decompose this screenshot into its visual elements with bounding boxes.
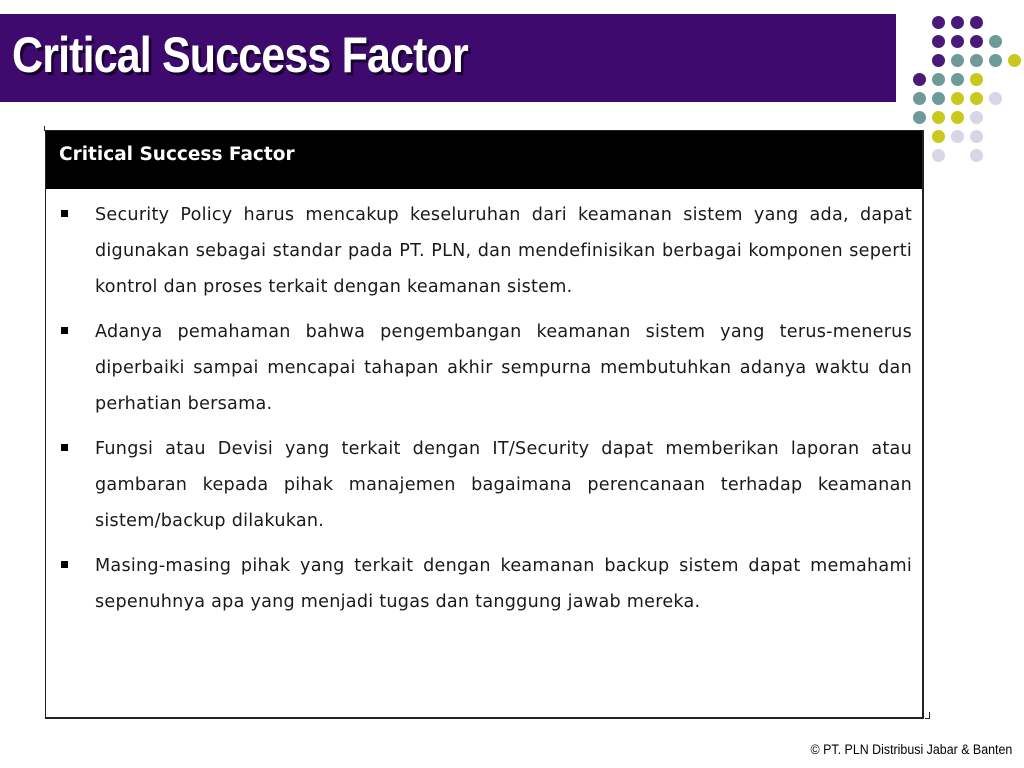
panel-corner-mark — [929, 712, 930, 719]
decorative-dot — [951, 54, 964, 67]
decorative-dot — [951, 130, 964, 143]
decorative-dot — [913, 92, 926, 105]
decorative-dot — [970, 35, 983, 48]
decorative-dot — [913, 111, 926, 124]
title-bar — [0, 14, 896, 102]
decorative-dot — [951, 111, 964, 124]
decorative-dot — [989, 92, 1002, 105]
slide-title: Critical Success Factor — [12, 27, 468, 83]
decorative-dot — [951, 35, 964, 48]
decorative-dot — [951, 92, 964, 105]
list-item — [46, 197, 922, 305]
decorative-dot — [970, 111, 983, 124]
list-item-text: Fungsi atau Devisi yang terkait dengan IT/Security dapat memberikan laporan atau gambaran kepada pihak manajemen bagaimana perencanaan terhadap keamanan sistem/backup dilakukan. — [95, 439, 912, 531]
square-bullet-icon — [61, 561, 68, 568]
panel-header-title: Critical Success Factor — [59, 144, 295, 165]
decorative-dot — [951, 73, 964, 86]
list-item-text: Adanya pemahaman bahwa pengembangan keamanan sistem yang terus-menerus diperbaiki sampai mencapai tahapan akhir sempurna membutuhkan adanya waktu dan perhatian bersama. — [95, 322, 912, 414]
decorative-dot — [932, 16, 945, 29]
footer-copyright: © PT. PLN Distribusi Jabar & Banten — [810, 742, 1012, 757]
decorative-dot — [932, 149, 945, 162]
decorative-dot — [932, 54, 945, 67]
panel-header — [46, 131, 922, 189]
decorative-dot — [1008, 54, 1021, 67]
decorative-dot — [913, 73, 926, 86]
decorative-dot — [932, 73, 945, 86]
list-item-text: Masing-masing pihak yang terkait dengan keamanan backup sistem dapat memahami sepenuhnya apa yang menjadi tugas dan tanggung jawab mereka. — [95, 556, 912, 612]
decorative-dot — [989, 54, 1002, 67]
list-item-text: Security Policy harus mencakup keseluruhan dari keamanan sistem yang ada, dapat digunakan sebagai standar pada PT. PLN, dan mendefinisikan berbagai komponen seperti kontrol dan proses terkait dengan keamanan sistem. — [95, 205, 912, 297]
decorative-dot — [932, 92, 945, 105]
square-bullet-icon — [61, 444, 68, 451]
decorative-dot — [932, 35, 945, 48]
bullet-list — [46, 197, 922, 629]
decorative-dot — [970, 73, 983, 86]
decorative-dot — [932, 130, 945, 143]
decorative-dot — [970, 54, 983, 67]
decorative-dot — [970, 130, 983, 143]
square-bullet-icon — [61, 327, 68, 334]
square-bullet-icon — [61, 210, 68, 217]
decorative-dot — [989, 35, 1002, 48]
decorative-dot — [970, 92, 983, 105]
decorative-dot — [970, 16, 983, 29]
content-panel — [45, 130, 924, 719]
list-item — [46, 431, 922, 539]
decorative-dot — [951, 16, 964, 29]
decorative-dot — [932, 111, 945, 124]
list-item — [46, 548, 922, 620]
decorative-dot — [970, 149, 983, 162]
list-item — [46, 314, 922, 422]
